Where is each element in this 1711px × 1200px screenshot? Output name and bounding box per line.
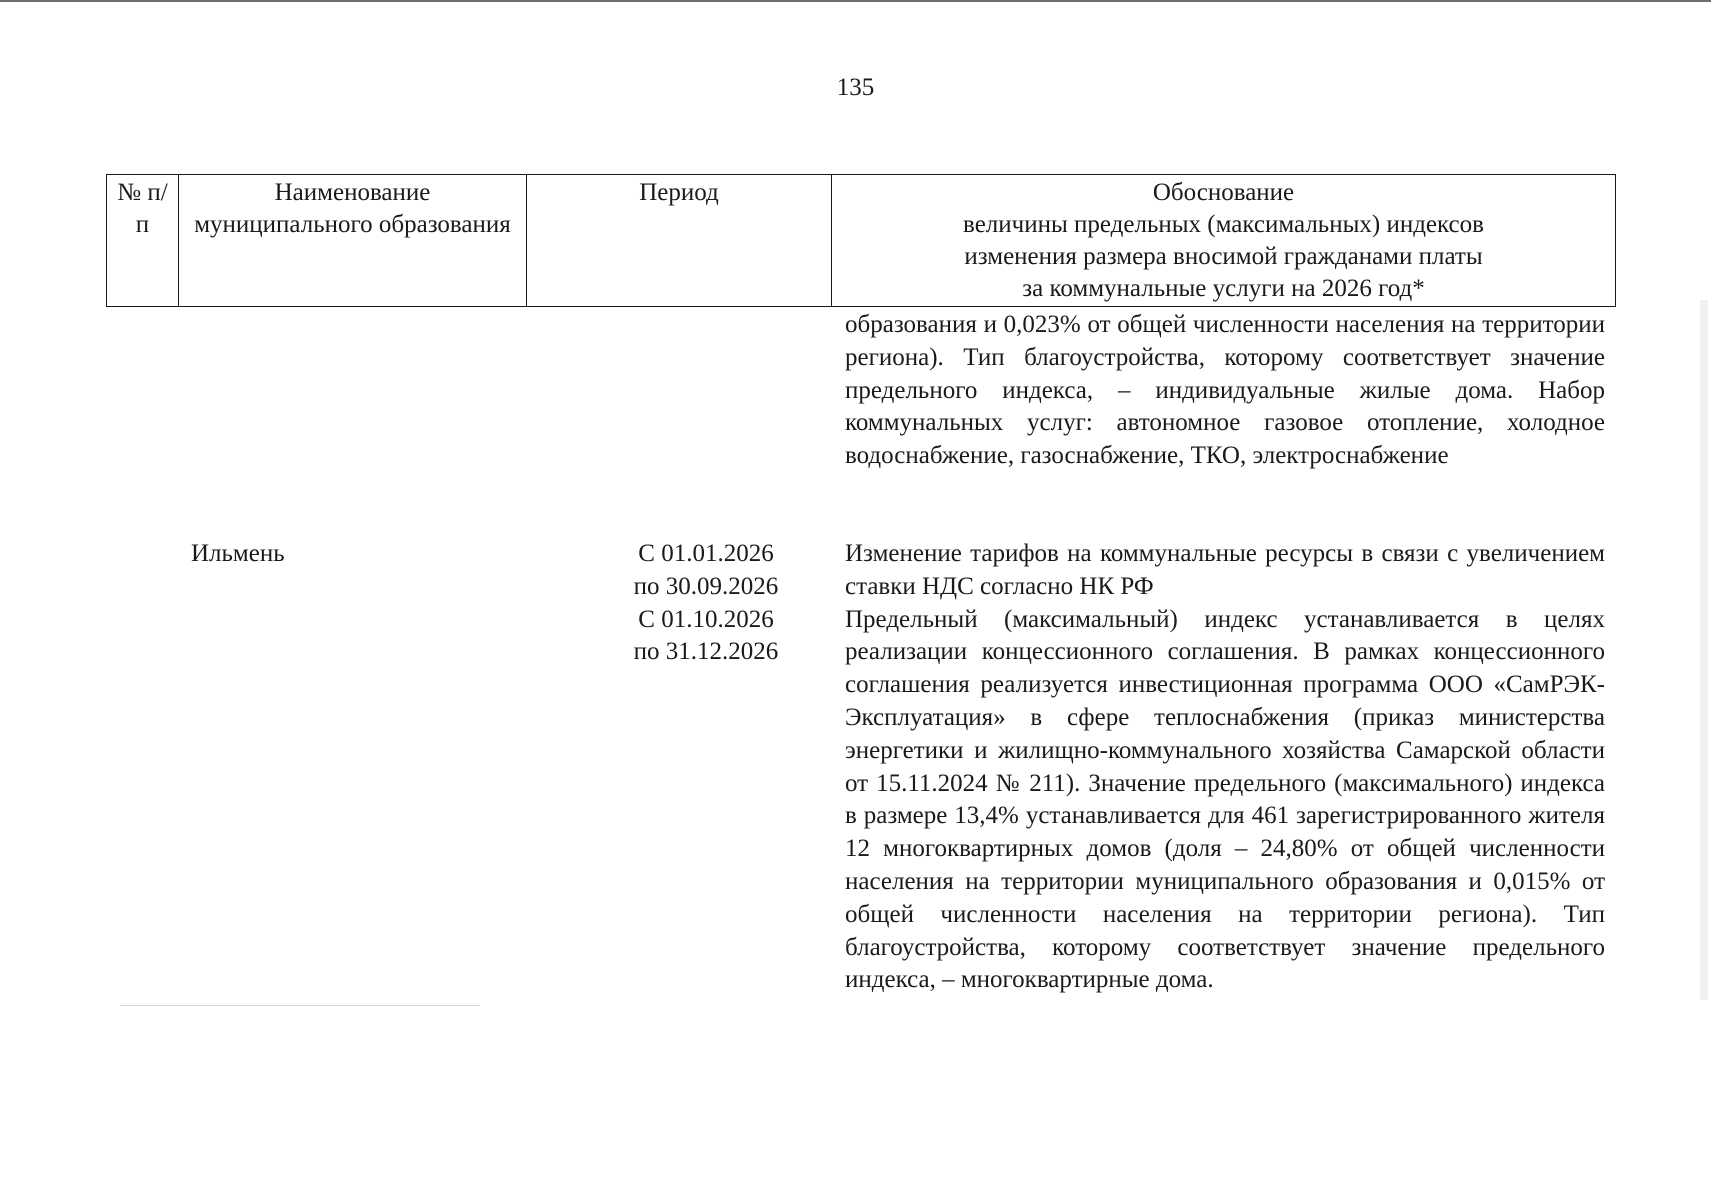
scan-artifact [120,1005,480,1006]
municipality-name: Ильмень [191,540,285,567]
table-row [106,538,1616,1058]
basis-paragraph-vat: Изменение тарифов на коммунальные ресурсы в связи с увеличением ставки НДС согласно НК РФ [845,540,1605,600]
basis-cell [845,538,1605,997]
page-number: 135 [836,74,875,101]
header-basis-line: за коммунальные услуги на 2026 год* [1022,275,1425,302]
scan-top-edge [0,0,1711,2]
header-municipality-name: Наименование муниципального образования [179,175,527,307]
period-line: С 01.10.2026 [638,605,774,633]
header-basis-line: Обоснование [1152,179,1295,206]
basis-paragraph-concession: Предельный (максимальный) индекс устанавливается в целях реализации концессионного соглашения. В рамках концессионного соглашения реализуется инвестиционная программа ООО «СамРЭК-Эксплуатация» в сфере теплоснабжения (приказ министерства энергетики и жилищно-коммунального хозяйства Самарской области от 15.11.2024 № 211). Значение предельного (максимального) индекса в размере 13,4% устанавливается для 461 зарегистрированного жителя 12 многоквартирных домов (доля – 24,80% от общей численности населения на территории муниципального образования и 0,015% от общей численности населения на территории региона). Тип благоустройства, которому соответствует значение предельного индекса, – многоквартирные дома. [845,605,1605,994]
header-basis-line: изменения размера вносимой гражданами платы [964,243,1483,270]
table-header [106,174,1616,307]
continuation-text: образования и 0,023% от общей численности населения на территории региона). Тип благоустройства, которому соответствует значение предельного индекса, – индивидуальные жилые дома. Набор коммунальных услуг: автономное газовое отопление, холодное водоснабжение, газоснабжение, ТКО, электроснабжение [845,311,1605,470]
period-line: по 31.12.2026 [633,638,779,666]
scan-artifact [1700,300,1708,1000]
header-period: Период [527,175,832,307]
header-number: № п/п [107,175,179,307]
period-line: по 30.09.2026 [633,572,779,600]
header-basis-line: величины предельных (максимальных) индексов [963,211,1484,238]
header-basis [832,175,1616,307]
header-row [107,175,1616,307]
period-line: С 01.01.2026 [638,540,774,567]
period-cell [586,538,826,669]
